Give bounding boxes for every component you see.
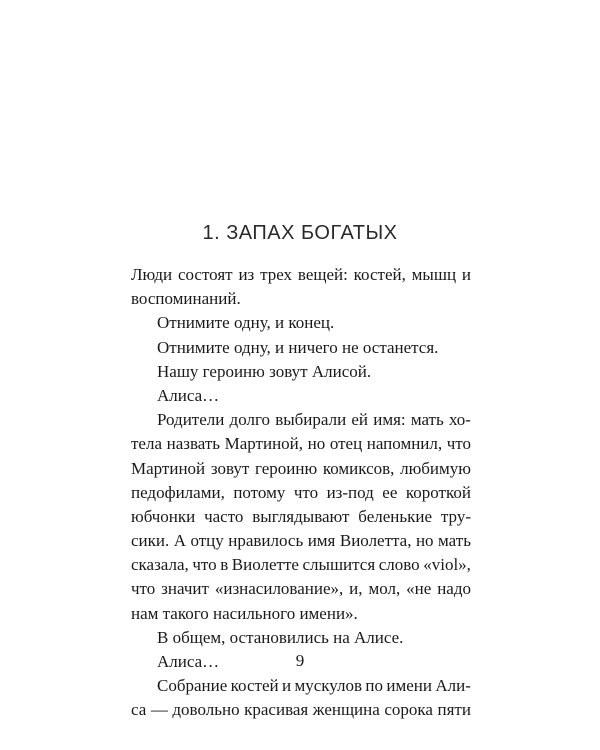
word: «не xyxy=(406,579,432,599)
word: долго xyxy=(229,410,271,430)
text-line xyxy=(131,577,471,601)
text-line xyxy=(131,408,471,432)
word: Мартиной, xyxy=(224,434,304,454)
word: потому xyxy=(233,482,286,502)
word: красивая xyxy=(244,700,309,720)
word: нравилось xyxy=(228,531,304,551)
word: «viol», xyxy=(423,555,471,575)
word: — xyxy=(150,700,168,720)
text-line xyxy=(131,698,471,722)
word: назвать xyxy=(166,434,221,454)
word: отцу xyxy=(190,531,224,551)
word: героиню xyxy=(254,458,318,478)
word: что xyxy=(293,482,319,502)
word: ее xyxy=(382,482,398,502)
word: надо xyxy=(437,579,471,599)
text-line xyxy=(131,553,471,577)
word: что xyxy=(192,555,217,575)
word: любимую xyxy=(400,458,471,478)
word: мышц xyxy=(411,265,457,284)
text-line: нам такого насильного имени». xyxy=(131,603,358,623)
word: мол, xyxy=(368,579,401,599)
word: и, xyxy=(349,579,363,599)
word: мать xyxy=(438,531,471,551)
word: костей, xyxy=(353,265,406,284)
word: отец xyxy=(329,434,363,454)
word: состоят xyxy=(177,265,233,284)
word: зовут xyxy=(210,458,250,478)
word: Виолетте xyxy=(231,555,299,575)
word: короткой xyxy=(405,482,471,502)
word: тру- xyxy=(440,506,471,526)
word: из-под xyxy=(326,482,374,502)
text-line xyxy=(131,432,471,456)
word: слышится xyxy=(302,555,376,575)
word: Али- xyxy=(435,676,471,696)
word: выбирали xyxy=(275,410,347,430)
word: женщина xyxy=(312,700,380,720)
word: но xyxy=(307,434,326,454)
text-line xyxy=(131,529,471,553)
word: тела xyxy=(131,434,163,454)
word: имени xyxy=(386,676,433,696)
text-line: Отнимите одну, и конец. xyxy=(157,313,335,333)
text-line xyxy=(131,457,471,481)
word: са xyxy=(131,700,147,720)
word: Виолетта, xyxy=(339,531,412,551)
word: беленькие xyxy=(358,506,433,526)
word: Мартиной xyxy=(131,458,206,478)
word: значит xyxy=(161,579,209,599)
word: хо- xyxy=(448,410,471,430)
word: сики. xyxy=(131,531,170,551)
chapter-title: 1. ЗАПАХ БОГАТЫХ xyxy=(202,222,398,244)
word: комиксов, xyxy=(322,458,395,478)
word: и xyxy=(461,265,471,284)
word: но xyxy=(415,531,434,551)
word: из xyxy=(238,265,255,284)
word: что xyxy=(131,579,156,599)
word: вещей: xyxy=(297,265,348,284)
word: А xyxy=(173,531,186,551)
word: пяти xyxy=(437,700,471,720)
word: «изнасилование», xyxy=(214,579,344,599)
text-line xyxy=(131,674,471,698)
text-line: Алиса… xyxy=(157,385,220,405)
text-line xyxy=(131,481,471,505)
text-line xyxy=(131,505,471,529)
word: Родители xyxy=(157,410,225,430)
word: имя: xyxy=(373,410,406,430)
word: Люди xyxy=(131,265,173,284)
word: напомнил, xyxy=(366,434,443,454)
word: и xyxy=(281,676,292,696)
text-line: Алиса… xyxy=(157,652,220,671)
text-line: Нашу героиню зовут Алисой. xyxy=(157,361,372,381)
word: юбчонки xyxy=(131,506,196,526)
word: трех xyxy=(260,265,293,284)
word: выглядывают xyxy=(252,506,350,526)
page-number: 9 xyxy=(295,651,305,670)
word: часто xyxy=(204,506,244,526)
word: педофилами, xyxy=(131,482,225,502)
word: сорока xyxy=(384,700,433,720)
word: в xyxy=(220,555,229,575)
text-line: Отнимите одну, и ничего не останется. xyxy=(157,337,439,357)
word: костей xyxy=(230,676,279,696)
text-line: воспоминаний. xyxy=(131,289,241,309)
word: что xyxy=(446,434,471,454)
word: ей xyxy=(351,410,369,430)
word: Собрание xyxy=(157,676,228,696)
word: по xyxy=(365,676,384,696)
word: мать xyxy=(410,410,444,430)
text-line xyxy=(131,263,471,287)
word: довольно xyxy=(172,700,240,720)
text-line: В общем, остановились на Алисе. xyxy=(157,627,404,647)
word: имя xyxy=(307,531,336,551)
word: слово xyxy=(378,555,420,575)
word: мускулов xyxy=(294,676,363,696)
word: сказала, xyxy=(131,555,189,575)
